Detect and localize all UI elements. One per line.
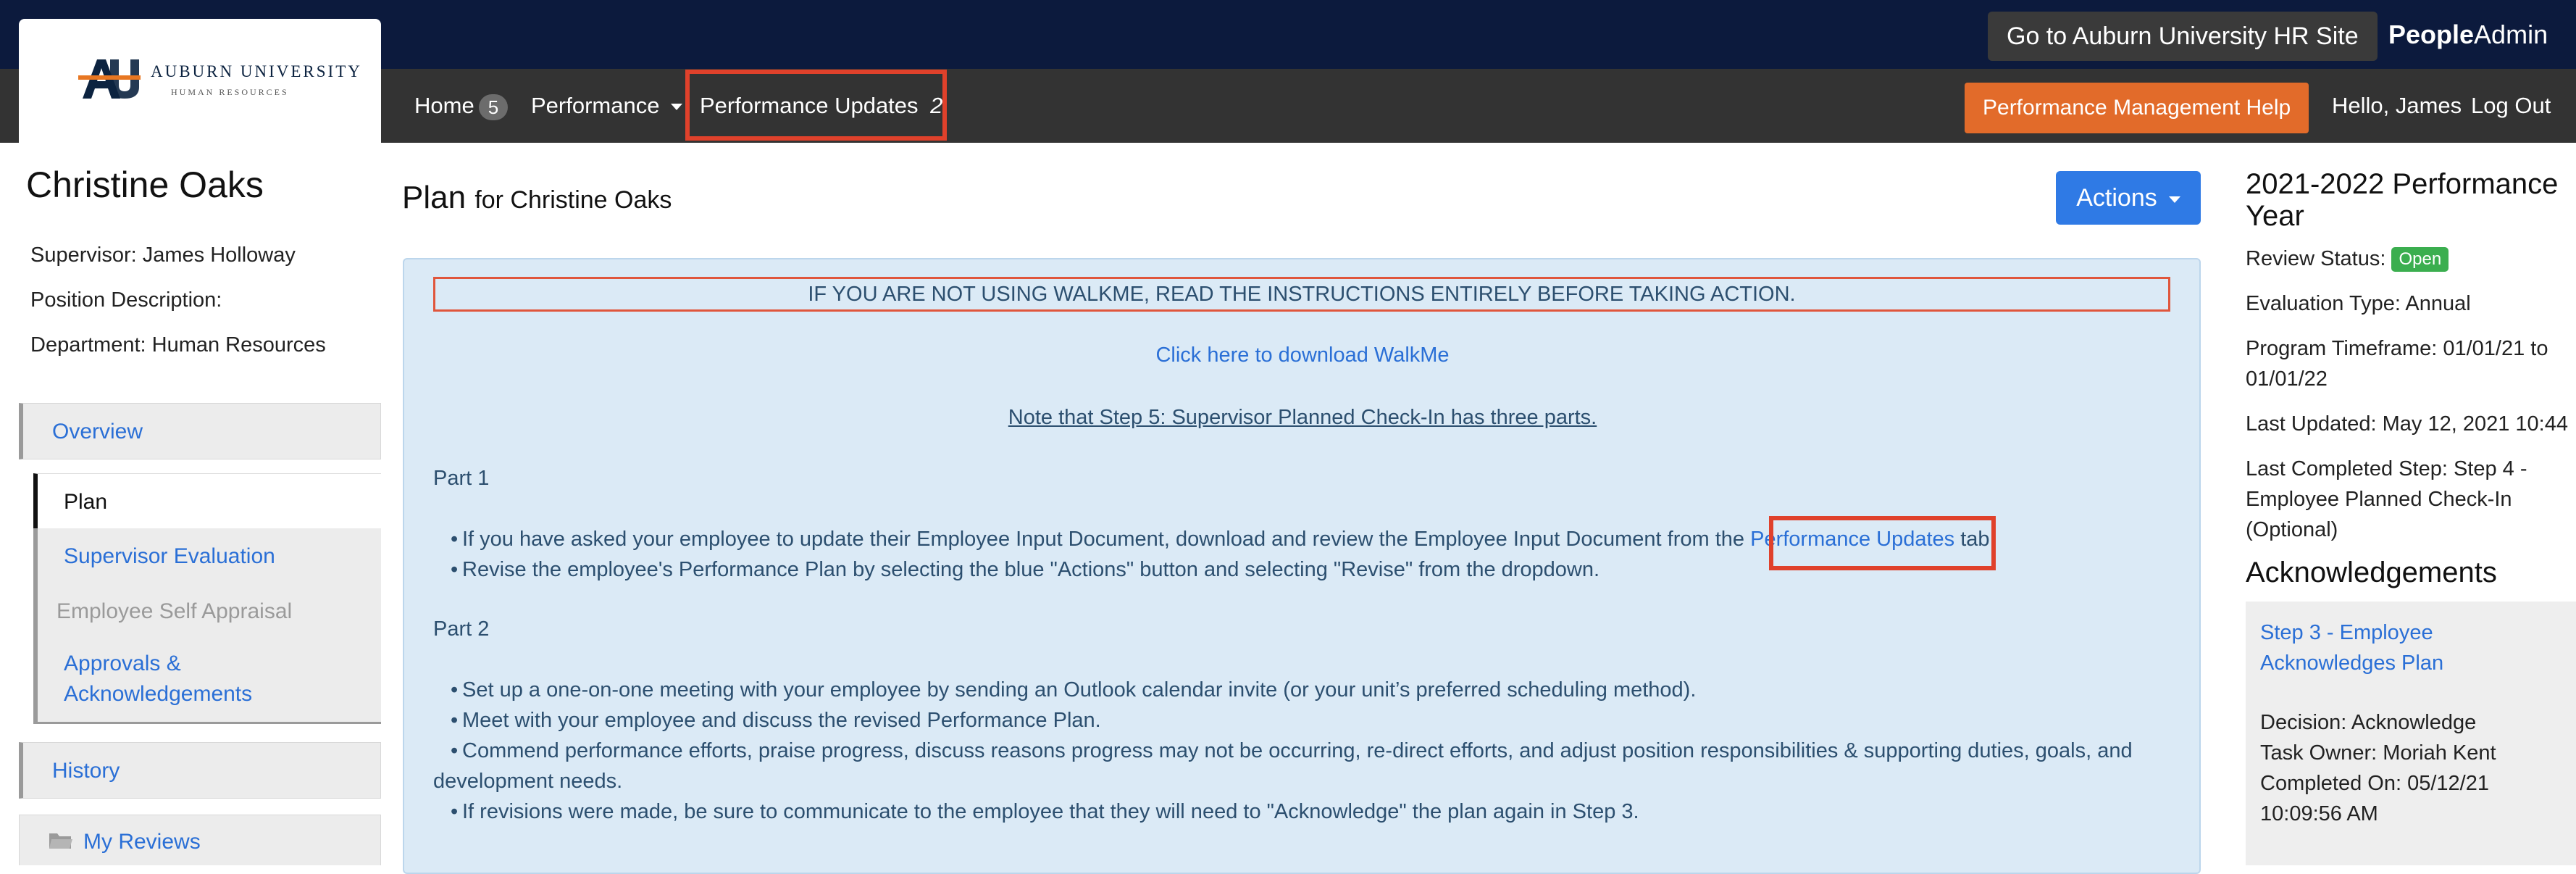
nav-performance-dropdown[interactable] (531, 69, 682, 143)
page-title-for: for Christine Oaks (474, 186, 672, 214)
performance-updates-link[interactable]: Performance Updates (1750, 528, 1955, 551)
sidebar-item-supervisor-evaluation[interactable] (33, 528, 381, 583)
hr-site-button[interactable]: Go to Auburn University HR Site (1988, 12, 2378, 61)
employee-self-appraisal-label: Employee Self Appraisal (57, 599, 293, 623)
evaluation-type: Evaluation Type: Annual (2246, 292, 2471, 315)
program-timeframe-line2: 01/01/22 (2246, 367, 2328, 391)
sidebar-item-employee-self-appraisal (33, 583, 381, 638)
nav-updates-label: Performance Updates (700, 93, 919, 118)
approvals-link-line1[interactable]: Approvals & (64, 652, 181, 675)
sidebar-item-history[interactable] (19, 742, 381, 799)
last-updated: Last Updated: May 12, 2021 10:44 (2246, 412, 2568, 436)
page-title-main: Plan (402, 180, 467, 215)
part2-heading: Part 2 (433, 617, 490, 641)
plan-label: Plan (64, 490, 108, 514)
university-logo-card[interactable] (19, 19, 381, 143)
nav-home-label: Home (414, 93, 474, 118)
logo-subtitle: HUMAN RESOURCES (171, 87, 289, 97)
part2-bullet-3-continued: development needs. (433, 770, 623, 793)
ack-completed-line2: 10:09:56 AM (2260, 802, 2378, 825)
auburn-au-logo-icon (78, 57, 141, 100)
note-row (0, 406, 2576, 430)
home-count-badge: 5 (479, 94, 508, 120)
ack-completed-line1: Completed On: 05/12/21 (2260, 772, 2489, 795)
position-description-line: Position Description: (30, 288, 222, 312)
overview-link[interactable]: Overview (52, 420, 143, 444)
highlight-box-updates-link (1769, 516, 1996, 570)
sidebar-item-my-reviews[interactable] (19, 815, 381, 865)
review-status-line (2246, 244, 2572, 274)
acknowledgement-card (2246, 602, 2576, 865)
step3-link[interactable] (2260, 617, 2443, 678)
part1-heading: Part 1 (433, 467, 490, 490)
employee-name: Christine Oaks (26, 165, 264, 205)
actions-button[interactable] (2056, 171, 2201, 225)
ack-decision: Decision: Acknowledge (2260, 711, 2477, 734)
last-step-line1: Last Completed Step: Step 4 - (2246, 457, 2527, 480)
ack-task-owner: Task Owner: Moriah Kent (2260, 741, 2496, 765)
updates-count: 2 (930, 93, 943, 118)
supervisor-line: Supervisor: James Holloway (30, 244, 296, 267)
highlight-box-nav-updates (685, 70, 947, 141)
greeting: Hello, James (2332, 93, 2462, 118)
my-reviews-link[interactable]: My Reviews (83, 830, 201, 854)
part1-bullet-1 (462, 528, 1996, 552)
walkme-link-row (0, 344, 2576, 367)
status-badge: Open (2391, 247, 2449, 272)
supervisor-evaluation-link[interactable]: Supervisor Evaluation (64, 544, 275, 568)
performance-year-title: 2021-2022 Performance Year (2246, 168, 2559, 232)
chevron-down-icon (2169, 196, 2180, 203)
step3-link-line2: Acknowledges Plan (2260, 652, 2444, 675)
program-timeframe-line1: Program Timeframe: 01/01/21 to (2246, 337, 2548, 360)
part1-b1-after: tab. (1960, 528, 1996, 551)
peopleadmin-logo (2388, 17, 2548, 52)
part2-bullet-3: • Commend performance efforts, praise progress, discuss reasons progress may not be occurring, re-direct efforts, and adjust position responsibilities & supporting duties, goals, and (462, 739, 2133, 763)
part1-bullet-2: • Revise the employee's Performance Plan by selecting the blue "Actions" button and selecting "Revise" from the dropdown. (462, 558, 1599, 582)
brand-bold: People (2388, 20, 2475, 49)
sidebar-item-approvals[interactable] (33, 638, 381, 724)
part1-b1-text: If you have asked your employee to update their Employee Input Document, download and review the Employee Input Document from the (462, 528, 1745, 551)
part2-bullet-1: • Set up a one-on-one meeting with your employee by sending an Outlook calendar invite (or your unit’s preferred scheduling method). (462, 678, 1696, 702)
logout-link[interactable]: Log Out (2471, 93, 2551, 118)
department-line: Department: Human Resources (30, 333, 326, 357)
brand-rest: Admin (2474, 20, 2548, 49)
step5-note: Note that Step 5: Supervisor Planned Check-In has three parts. (1008, 406, 1597, 429)
top-header-bar (0, 0, 2576, 69)
nav-home[interactable] (414, 69, 508, 143)
folder-icon (49, 831, 73, 850)
part2-bullet-2: • Meet with your employee and discuss the revised Performance Plan. (462, 709, 1101, 733)
sidebar-item-plan[interactable] (33, 473, 381, 528)
ack-details (2260, 707, 2496, 829)
page-title (402, 180, 672, 216)
history-link[interactable]: History (52, 759, 120, 783)
chevron-down-icon (671, 104, 682, 110)
performance-help-button[interactable]: Performance Management Help (1965, 83, 2309, 133)
acknowledgements-heading: Acknowledgements (2246, 557, 2497, 588)
step3-link-line1: Step 3 - Employee (2260, 621, 2433, 644)
nav-performance-label: Performance (531, 93, 660, 118)
approvals-link-line2[interactable]: Acknowledgements (64, 682, 253, 706)
review-status-label: Review Status: (2246, 247, 2386, 270)
actions-label: Actions (2076, 184, 2157, 212)
part2-bullet-4: • If revisions were made, be sure to communicate to the employee that they will need to "Acknowledge" the plan again in Step 3. (462, 800, 1639, 824)
logo-title: AUBURN UNIVERSITY (151, 62, 362, 80)
walkme-download-link[interactable]: Click here to download WalkMe (1155, 344, 1450, 367)
last-step-line3: (Optional) (2246, 518, 2338, 541)
walkme-warning-box: IF YOU ARE NOT USING WALKME, READ THE INSTRUCTIONS ENTIRELY BEFORE TAKING ACTION. (433, 277, 2170, 312)
last-step-line2: Employee Planned Check-In (2246, 488, 2512, 511)
